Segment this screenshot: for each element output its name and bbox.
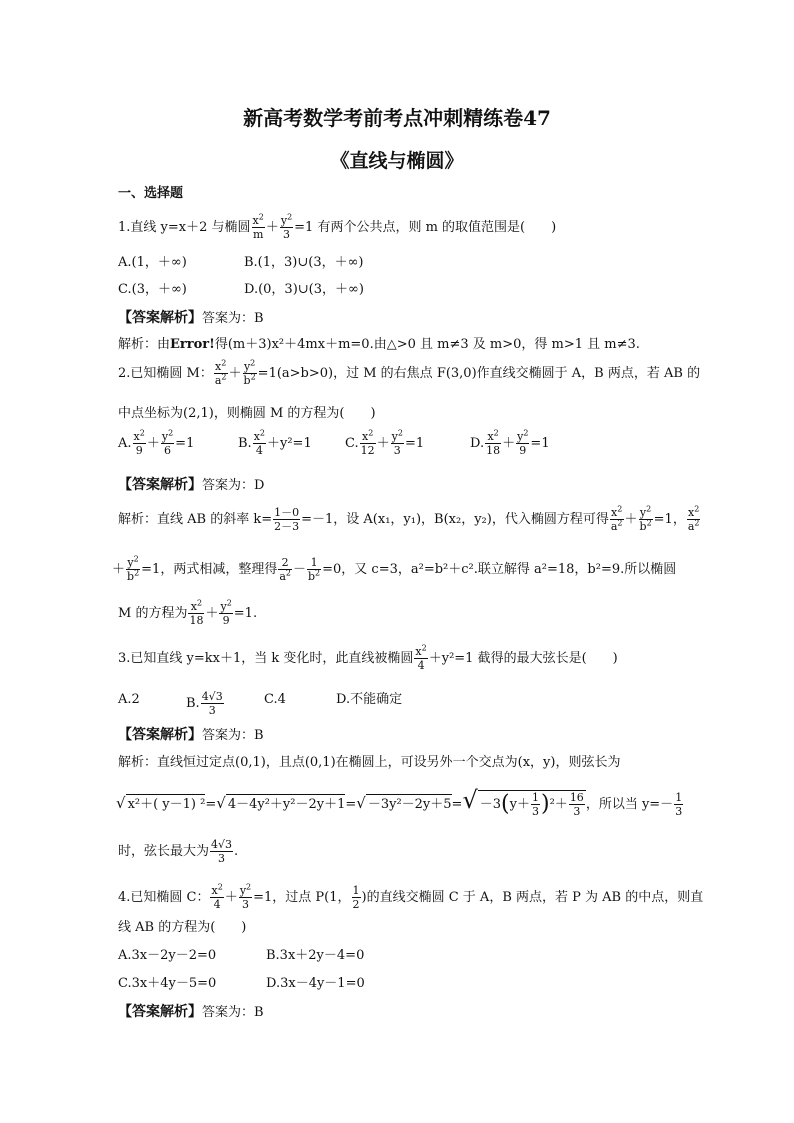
q3-solution-line2: √ x²＋( y－1) ²=√ 4－4y²＋y²－2y＋1=√ －3y²－2y＋5=√ －3(y＋ $\frac{1}{3}$ )²＋ $\frac{16}{3}$ ，所以当 y=－ $\frac{1}{3}$ xyxy=(116,786,683,818)
q2-solution-line1: 解析：直线 AB 的斜率 k= $\frac{1-0}{2-3}$ =－1，设 A(x₁，y₁)，B(x₂，y₂)，代入椭圆方程可得 $\frac{x^2}{a^2}$ ＋ $\frac{y^2}{b^2}$ =1， $\frac{x^2}{a^2}$ xyxy=(118,504,700,533)
q3-solution-line3: 时，弦长最大为 $\frac{4√3}{3}$ . xyxy=(118,838,239,865)
q2-answer: 【答案解析】答案为：D xyxy=(118,477,265,493)
q4-option-b: B.3x＋2y－4=0 xyxy=(266,948,365,963)
q1-option-a: A.(1，＋∞) xyxy=(118,255,187,270)
q2-option-b: B. $\frac{x^2}{4}$ ＋y²=1 xyxy=(238,428,312,457)
q3-option-c: C.4 xyxy=(264,692,286,707)
q1-stem: 1.直线 y=x＋2 与椭圆 $\frac{x^2}{m}$ ＋ $\frac{y^2}{3}$ =1 有两个公共点，则 m 的取值范围是( ) xyxy=(118,212,557,241)
q4-stem: 4.已知椭圆 C： $\frac{x^2}{4}$ ＋ $\frac{y^2}{3}$ =1，过点 P(1， $\frac{1}{2}$ )的直线交椭圆 C 于 A，B 两点，若 P 为 AB 的中点，则直 xyxy=(118,882,704,911)
q4-option-a: A.3x－2y－2=0 xyxy=(118,948,217,963)
q4-option-d: D.3x－4y－1=0 xyxy=(266,976,365,991)
page-title: 新高考数学考前考点冲刺精练卷47 xyxy=(243,106,551,130)
page-subtitle: 《直线与椭圆》 xyxy=(330,150,464,172)
q3-answer: 【答案解析】答案为：B xyxy=(118,727,264,743)
q3-solution-line1: 解析：直线恒过定点(0,1)，且点(0,1)在椭圆上，可设另外一个交点为(x，y)，则弦长为 xyxy=(118,755,621,770)
q2-solution-line3: M 的方程为 $\frac{x^2}{18}$ ＋ $\frac{y^2}{9}$ =1. xyxy=(118,598,258,627)
q1-solution: 解析：由Error!得(m＋3)x²＋4mx＋m=0.由△>0 且 m≠3 及 m>0，得 m>1 且 m≠3. xyxy=(118,337,640,352)
q3-option-d: D.不能确定 xyxy=(336,692,403,707)
q2-option-a: A. $\frac{x^2}{9}$ ＋ $\frac{y^2}{6}$ =1 xyxy=(118,428,195,457)
q2-solution-line2: ＋ $\frac{y^2}{b^2}$ =1，两式相减，整理得 $\frac{2}{a^2}$ － $\frac{1}{b^2}$ =0，又 c=3，a²=b²＋c².联立解得 a²=18，b²=9.所以椭圆 xyxy=(112,554,677,583)
q2-option-c: C. $\frac{x^2}{12}$ ＋ $\frac{y^2}{3}$ =1 xyxy=(345,428,425,457)
q4-stem-line2: 线 AB 的方程为( ) xyxy=(118,920,247,935)
section-heading: 一、选择题 xyxy=(118,186,184,201)
q1-option-d: D.(0，3)∪(3，＋∞) xyxy=(244,282,364,297)
q4-option-c: C.3x＋4y－5=0 xyxy=(118,976,217,991)
q1-answer: 【答案解析】答案为：B xyxy=(118,310,264,326)
q3-option-b: B. $\frac{4√3}{3}$ xyxy=(186,690,223,717)
q3-option-a: A.2 xyxy=(118,692,140,707)
q2-stem: 2.已知椭圆 M： $\frac{x^2}{a^2}$ ＋ $\frac{y^2}{b^2}$ =1(a>b>0)，过 M 的右焦点 F(3,0)作直线交椭圆于 A，B 两点，若 AB 的 xyxy=(118,358,701,387)
q2-option-d: D. $\frac{x^2}{18}$ ＋ $\frac{y^2}{9}$ =1 xyxy=(470,428,550,457)
q1-option-c: C.(3，＋∞) xyxy=(118,282,187,297)
q1-option-b: B.(1，3)∪(3，＋∞) xyxy=(244,255,364,270)
q4-answer: 【答案解析】答案为：B xyxy=(118,1004,264,1020)
q3-stem: 3.已知直线 y=kx＋1，当 k 变化时，此直线被椭圆 $\frac{x^2}{4}$ ＋y²=1 截得的最大弦长是( ) xyxy=(118,643,618,672)
q2-stem-line2: 中点坐标为(2,1)，则椭圆 M 的方程为( ) xyxy=(118,406,376,421)
